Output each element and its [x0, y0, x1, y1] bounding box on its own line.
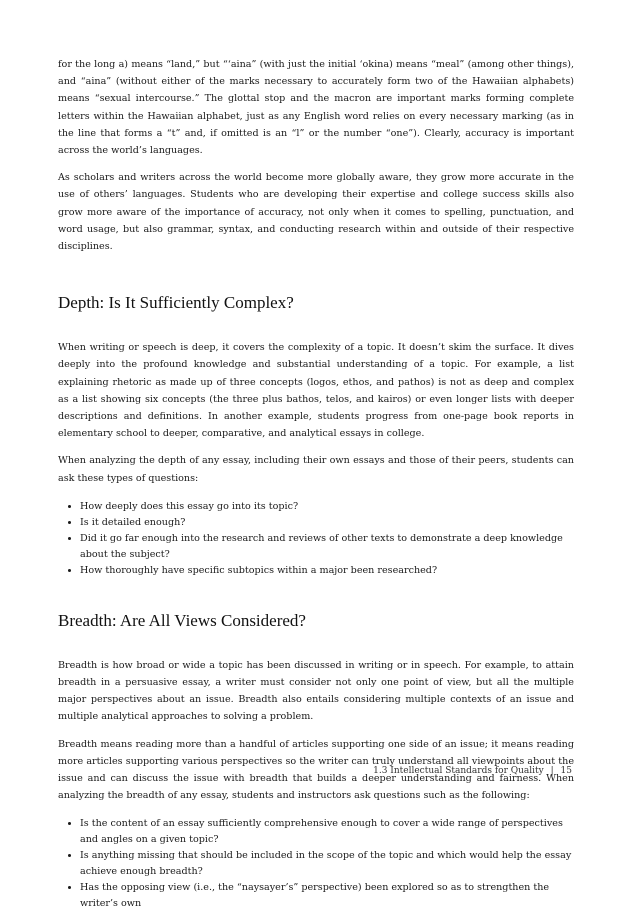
intro-paragraph-2: As scholars and writers across the world become more globally aware, they grow more accurate in the use of others’ languages. Students who are developing their expertise and college success skills also grow more aware of the importance of accuracy, not only when it comes to spelling, punctuation, and word usage, but also grammar, syntax, and conducting research within and outside of their respective disciplines.: [58, 172, 574, 253]
page-content: [58, 56, 574, 912]
depth-question-list: [58, 499, 574, 579]
breadth-heading: Breadth: Are All Views Considered?: [58, 610, 306, 630]
page-footer: [373, 766, 572, 776]
list-item: • How thoroughly have specific subtopics within a major been researched?: [80, 563, 574, 579]
intro-paragraph-1: for the long a) means “land,” but “‘aina” (with just the initial ‘okina) means “meal” (among other things), and “aina” (without either of the marks necessary to accurately form two of the Hawaiian alphabets) means “sexual intercourse.” The glottal stop and the macron are important marks forming complete letters within the Hawaiian alphabet, just as any English word relies on every necessary marking (as in the line that forms a “t” and, if omitted is an “l” or the number “one”). Clearly, accuracy is important across the world’s languages.: [58, 59, 574, 157]
list-item: • Did it go far enough into the research and reviews of other texts to demonstrate a deep knowledge about the subject?: [80, 531, 574, 563]
list-item: • Is it detailed enough?: [80, 515, 574, 531]
depth-heading: Depth: Is It Sufficiently Complex?: [58, 293, 294, 313]
list-item: • Is anything missing that should be included in the scope of the topic and which would help the essay achieve enough breadth?: [80, 848, 574, 880]
footer-section-title: 1.3 Intellectual Standards for Quality: [373, 766, 544, 776]
footer-separator: |: [550, 766, 554, 776]
depth-paragraph-1: When writing or speech is deep, it covers the complexity of a topic. It doesn’t skim the surface. It dives deeply into the profound knowledge and substantial understanding of a topic. For example, a list explaining rhetoric as made up of three concepts (logos, ethos, and pathos) is not as deep and complex as a list showing six concepts (the three plus bathos, telos, and kairos) or even longer lists with deeper descriptions and definitions. In another example, students progress from one-page book reports in elementary school to deeper, comparative, and analytical essays in college.: [58, 342, 574, 440]
list-item: • Is the content of an essay sufficiently comprehensive enough to cover a wide range of perspectives and angles on a given topic?: [80, 816, 574, 848]
breadth-paragraph-1: Breadth is how broad or wide a topic has been discussed in writing or in speech. For example, to attain breadth in a persuasive essay, a writer must consider not only one point of view, but all the multiple major perspectives about an issue. Breadth also entails considering multiple contexts of an issue and multiple analytical approaches to solving a problem.: [58, 659, 574, 723]
list-item: • Has the opposing view (i.e., the “naysayer’s” perspective) been explored so as to strengthen the writer’s own: [80, 880, 574, 912]
list-item: • How deeply does this essay go into its topic?: [80, 499, 574, 515]
page-number: 15: [560, 766, 572, 776]
breadth-question-list: [58, 816, 574, 912]
breadth-paragraph-2: Breadth means reading more than a handful of articles supporting one side of an issue; it means reading more articles supporting various perspectives so the writer can truly understand all viewpoints about the issue and can discuss the issue with breadth that builds a deeper understanding and fairness. When analyzing the breadth of any essay, students and instructors ask questions such as the following:: [58, 738, 574, 802]
depth-paragraph-2: When analyzing the depth of any essay, including their own essays and those of their peers, students can ask these types of questions:: [58, 455, 574, 484]
